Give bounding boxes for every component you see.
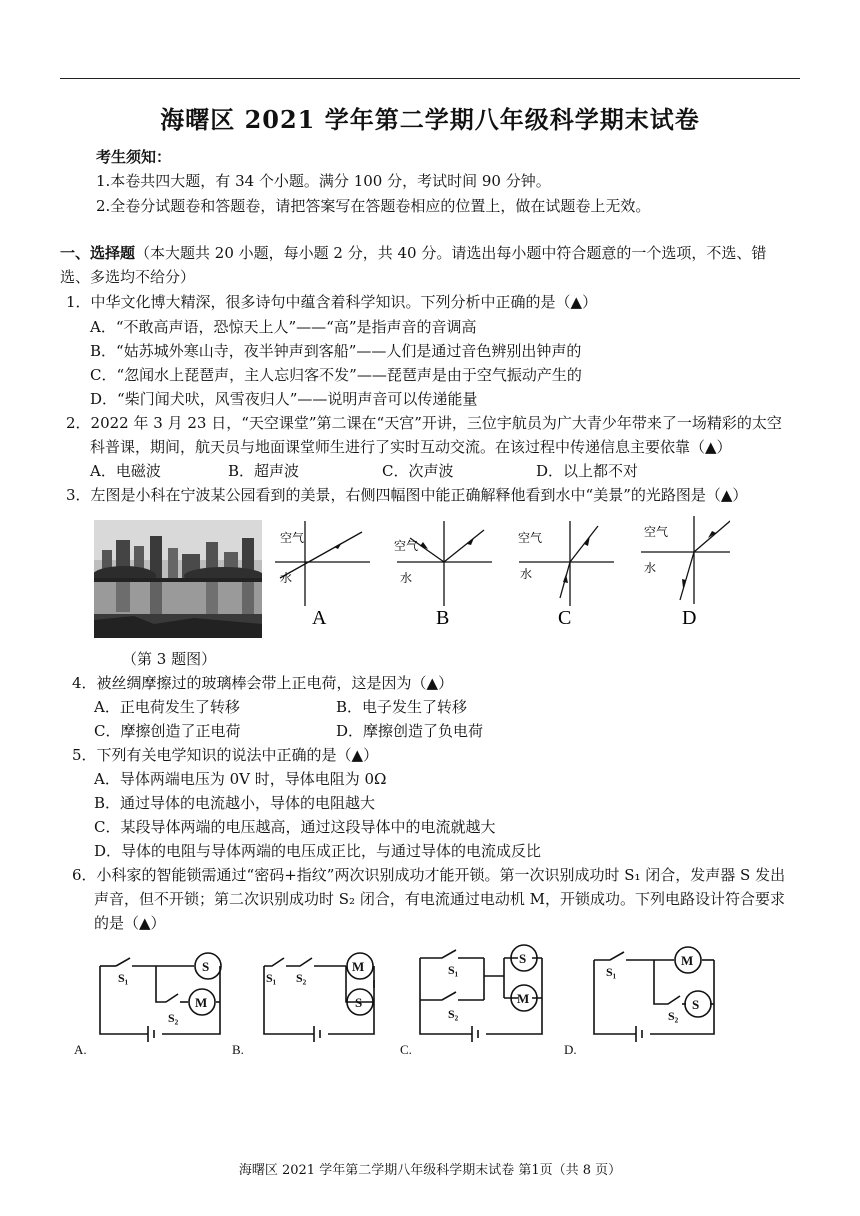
label-air-d: 空气: [644, 525, 669, 539]
label-option-b: B: [436, 607, 450, 629]
q2-stem-1: 2．2022 年 3 月 23 日，“天空课堂”第二课在“天宫”开讲，三位宇航员为广大青少年带来了一场精彩的太空: [66, 414, 782, 432]
q3-park-photo: [94, 520, 262, 638]
sounder-b: S: [355, 995, 363, 1010]
switch-s1-d: S₁: [606, 965, 617, 979]
top-rule: [60, 78, 800, 79]
ray-diagram-d: [641, 516, 730, 629]
label-option-d: D: [682, 607, 697, 629]
label-water-d: 水: [644, 561, 657, 575]
q2-option-d: D．以上都不对: [536, 462, 639, 480]
label-water-c: 水: [520, 567, 533, 581]
circuit-label-c: C.: [400, 1042, 412, 1057]
sounder-a: S: [202, 959, 210, 974]
section-intro: [60, 242, 766, 264]
switch-s2-d: S₂: [668, 1009, 679, 1023]
q5-option-a: A．导体两端电压为 0V 时，导体电阻为 0Ω: [94, 770, 387, 788]
q2-option-c: C．次声波: [382, 462, 454, 480]
q1-option-b: B．“姑苏城外寒山寺，夜半钟声到客船”——人们是通过音色辨别出钟声的: [90, 342, 582, 360]
section-heading: 一、选择题: [60, 244, 136, 262]
switch-s2-c: S₂: [448, 1007, 459, 1021]
section-intro-text: （本大题共 20 小题，每小题 2 分，共 40 分。请选出每小题中符合题意的一个选项，不选、错: [135, 244, 767, 262]
q2-option-b: B．超声波: [228, 462, 300, 480]
q2-stem-2: 科普课，期间，航天员与地面课堂师生进行了实时互动交流。在该过程中传递信息主要依靠（▲）: [90, 438, 732, 456]
q4-option-c: C．摩擦创造了正电荷: [94, 722, 241, 740]
q3-ray-diagrams: [270, 516, 730, 632]
label-water-b: 水: [400, 571, 413, 585]
q4-option-d: D．摩擦创造了负电荷: [336, 722, 484, 740]
circuit-d: [594, 947, 714, 1042]
q6-stem-1: 6．小科家的智能锁需通过“密码+指纹”两次识别成功才能开锁。第一次识别成功时 S₁ 闭合，发声器 S 发出: [72, 866, 786, 884]
q1-option-d: D．“柴门闻犬吠，风雪夜归人”——说明声音可以传递能量: [90, 390, 478, 408]
q3-caption: （第 3 题图）: [122, 650, 217, 668]
q1-option-a: A．“不敢高声语，恐惊天上人”——“高”是指声音的音调高: [90, 318, 477, 336]
section-intro-2: 选、多选均不给分）: [60, 268, 196, 286]
circuit-label-b: B.: [232, 1042, 244, 1057]
motor-a: M: [195, 995, 208, 1010]
switch-s2-a: S₂: [168, 1011, 179, 1025]
motor-c: M: [517, 991, 530, 1006]
sounder-d: S: [692, 997, 700, 1012]
ray-diagram-a: [275, 521, 370, 629]
sounder-c: S: [519, 951, 527, 966]
ray-diagram-b: [394, 521, 492, 629]
q4-option-a: A．正电荷发生了转移: [94, 698, 240, 716]
notice-line-2: 2.全卷分试题卷和答题卷，请把答案写在答题卷相应的位置上，做在试题卷上无效。: [96, 197, 651, 215]
q4-option-b: B．电子发生了转移: [336, 698, 468, 716]
switch-s2-b: S₂: [296, 971, 307, 985]
switch-s1-a: S₁: [118, 971, 129, 985]
circuit-label-a: A.: [74, 1042, 87, 1057]
q4-stem: 4．被丝绸摩擦过的玻璃棒会带上正电荷，这是因为（▲）: [72, 674, 454, 692]
q3-stem: 3．左图是小科在宁波某公园看到的美景，右侧四幅图中能正确解释他看到水中“美景”的光路图是（▲）: [66, 486, 748, 504]
motor-d: M: [681, 953, 694, 968]
label-water-a: 水: [280, 571, 293, 585]
q5-option-c: C．某段导体两端的电压越高，通过这段导体中的电流就越大: [94, 818, 496, 836]
notice-line-1: 1.本卷共四大题，有 34 个小题。满分 100 分，考试时间 90 分钟。: [96, 172, 551, 190]
label-option-c: C: [558, 607, 572, 629]
page-title: 海曙区 2021 学年第二学期八年级科学期末试卷: [160, 105, 700, 134]
switch-s1-b: S₁: [266, 971, 277, 985]
q5-option-b: B．通过导体的电流越小，导体的电阻越大: [94, 794, 376, 812]
q6-circuit-diagrams: [70, 938, 810, 1060]
switch-s1-c: S₁: [448, 963, 459, 977]
label-option-a: A: [312, 607, 327, 629]
label-air-a: 空气: [280, 531, 305, 545]
q2-option-a: A．电磁波: [90, 462, 161, 480]
q6-stem-2: 声音，但不开锁；第二次识别成功时 S₂ 闭合，有电流通过电动机 M，开锁成功。下列电路设计符合要求: [94, 890, 785, 908]
circuit-label-d: D.: [564, 1042, 577, 1057]
page-footer: 海曙区 2021 学年第二学期八年级科学期末试卷 第1页（共 8 页）: [238, 1163, 622, 1178]
q5-option-d: D．导体的电阻与导体两端的电压成正比，与通过导体的电流成反比: [94, 842, 542, 860]
q1-option-c: C．“忽闻水上琵琶声，主人忘归客不发”——琵琶声是由于空气振动产生的: [90, 366, 582, 384]
notice-heading: 考生须知：: [96, 148, 172, 166]
q1-stem: 1．中华文化博大精深，很多诗句中蕴含着科学知识。下列分析中正确的是（▲）: [66, 293, 598, 311]
q6-stem-3: 的是（▲）: [94, 914, 166, 932]
motor-b: M: [352, 959, 365, 974]
label-air-b: 空气: [394, 539, 419, 553]
label-air-c: 空气: [518, 531, 543, 545]
ray-diagram-c: [518, 521, 614, 629]
q5-stem: 5．下列有关电学知识的说法中正确的是（▲）: [72, 746, 379, 764]
